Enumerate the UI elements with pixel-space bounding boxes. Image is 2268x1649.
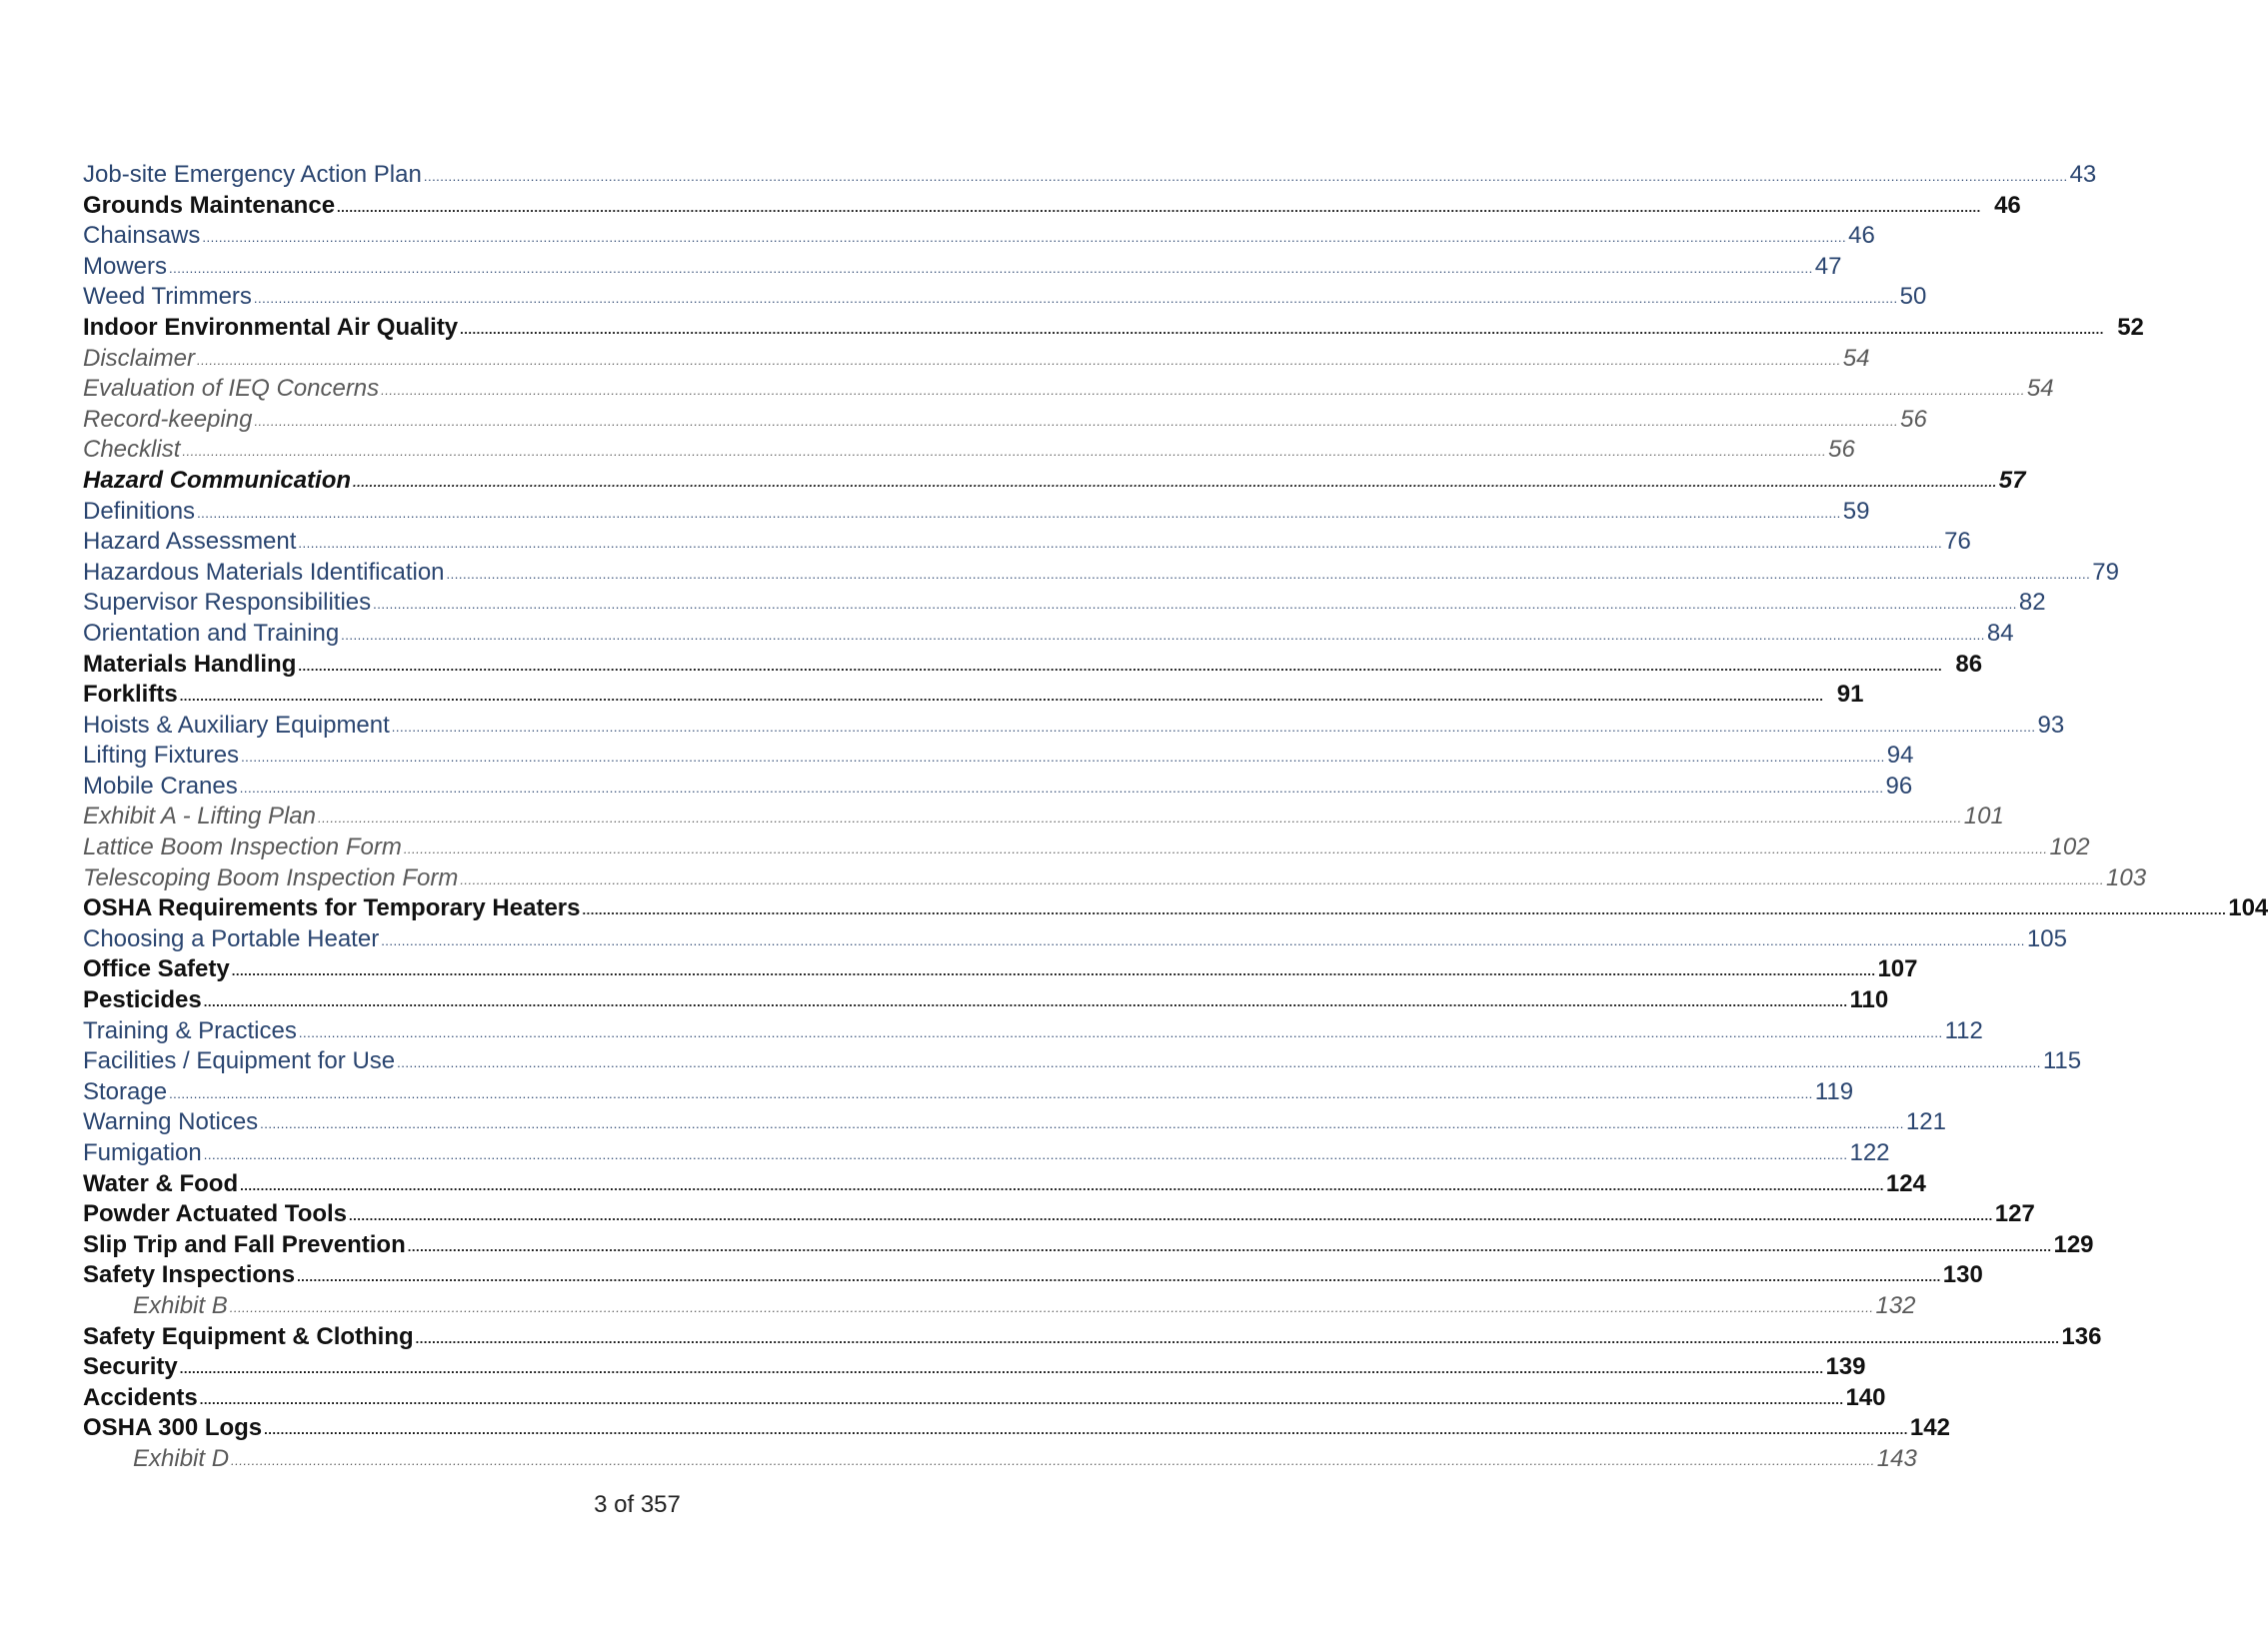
toc-entry[interactable] xyxy=(83,711,2065,743)
toc-entry-title: Materials Handling xyxy=(83,650,297,678)
toc-entry[interactable] xyxy=(83,1139,1890,1170)
toc-entry-title: Telescoping Boom Inspection Form xyxy=(83,863,459,891)
dot-leader: ................................................................................................................................................................................................................................................................................................................................................................................................................ xyxy=(239,780,1884,796)
dot-leader: ................................................................................................................................................................................................................................................................................................................................................................................................................ xyxy=(337,199,1981,215)
toc-entry-title: Security xyxy=(83,1353,178,1381)
toc-entry-page-number: 79 xyxy=(2092,558,2119,586)
toc-entry-title: Pesticides xyxy=(83,986,202,1014)
toc-entry-page-number: 43 xyxy=(2069,161,2097,188)
toc-entry[interactable] xyxy=(83,252,1842,284)
toc-entry[interactable] xyxy=(83,924,2067,956)
toc-entry[interactable] xyxy=(83,161,2097,192)
toc-entry-page-number: 47 xyxy=(1814,252,1842,280)
toc-entry-page-number: 124 xyxy=(1885,1169,1926,1197)
dot-leader: ................................................................................................................................................................................................................................................................................................................................................................................................................ xyxy=(197,352,1841,368)
toc-entry[interactable] xyxy=(83,986,1889,1017)
toc-entry[interactable] xyxy=(83,497,1870,529)
toc-entry-page-number: 122 xyxy=(1849,1139,1890,1166)
toc-entry-page-number: 54 xyxy=(1842,344,1870,372)
dot-leader: ................................................................................................................................................................................................................................................................................................................................................................................................................ xyxy=(182,444,1827,460)
toc-entry-page-number: 50 xyxy=(1899,283,1927,311)
dot-leader: ................................................................................................................................................................................................................................................................................................................................................................................................................ xyxy=(203,1147,1848,1162)
toc-entry-page-number: 76 xyxy=(1944,528,1971,556)
dot-leader: ................................................................................................................................................................................................................................................................................................................................................................................................................ xyxy=(179,689,1824,705)
dot-leader: ................................................................................................................................................................................................................................................................................................................................................................................................................ xyxy=(203,994,1848,1010)
dot-leader: ................................................................................................................................................................................................................................................................................................................................................................................................................ xyxy=(179,1361,1824,1377)
toc-entry-title: Hazardous Materials Identification xyxy=(83,558,445,586)
toc-entry-page-number: 57 xyxy=(1998,466,2026,494)
toc-entry[interactable] xyxy=(83,1291,1916,1323)
toc-entry-title: Exhibit D xyxy=(133,1444,230,1472)
dot-leader: ................................................................................................................................................................................................................................................................................................................................................................................................................ xyxy=(353,474,1997,490)
toc-entry-page-number: 46 xyxy=(1994,191,2021,219)
toc-entry-title: Office Safety xyxy=(83,955,230,983)
dot-leader: ................................................................................................................................................................................................................................................................................................................................................................................................................ xyxy=(297,1269,1941,1285)
toc-entry-title: Safety Inspections xyxy=(83,1261,296,1289)
toc-entry-title: Facilities / Equipment for Use xyxy=(83,1047,396,1075)
toc-entry-title: Lattice Boom Inspection Form xyxy=(83,833,402,861)
dot-leader: ................................................................................................................................................................................................................................................................................................................................................................................................................ xyxy=(202,230,1847,246)
dot-leader: ................................................................................................................................................................................................................................................................................................................................................................................................................ xyxy=(391,719,2036,735)
toc-entry[interactable] xyxy=(83,894,2268,925)
dot-leader: ................................................................................................................................................................................................................................................................................................................................................................................................................ xyxy=(197,505,1841,521)
toc-entry[interactable] xyxy=(83,589,2046,620)
toc-entry-page-number: 127 xyxy=(1994,1200,2035,1228)
toc-entry-title: Disclaimer xyxy=(83,344,196,372)
toc-entry-title: OSHA 300 Logs xyxy=(83,1414,263,1442)
toc-entry-page-number: 59 xyxy=(1842,497,1870,525)
toc-entry-page-number: 139 xyxy=(1825,1353,1866,1381)
toc-entry[interactable] xyxy=(83,650,1983,682)
toc-entry-title: Mobile Cranes xyxy=(83,772,238,800)
toc-entry[interactable] xyxy=(83,1322,2102,1354)
toc-entry-page-number: 121 xyxy=(1905,1108,1946,1136)
toc-entry-page-number: 115 xyxy=(2042,1047,2082,1075)
toc-entry-page-number: 93 xyxy=(2037,711,2065,739)
toc-entry-title: Chainsaws xyxy=(83,222,201,250)
toc-entry-page-number: 129 xyxy=(2053,1230,2094,1258)
dot-leader: ................................................................................................................................................................................................................................................................................................................................................................................................................ xyxy=(349,1208,1993,1224)
dot-leader: ................................................................................................................................................................................................................................................................................................................................................................................................................ xyxy=(169,260,1813,276)
toc-entry[interactable] xyxy=(83,1261,1983,1292)
toc-entry[interactable] xyxy=(83,222,1875,253)
toc-entry[interactable] xyxy=(83,1200,2035,1231)
dot-leader: ................................................................................................................................................................................................................................................................................................................................................................................................................ xyxy=(381,932,2025,948)
toc-entry-page-number: 84 xyxy=(1986,619,2014,647)
dot-leader: ................................................................................................................................................................................................................................................................................................................................................................................................................ xyxy=(397,1055,2041,1071)
toc-entry[interactable] xyxy=(83,863,2147,895)
dot-leader: ................................................................................................................................................................................................................................................................................................................................................................................................................ xyxy=(169,1085,1813,1101)
toc-entry-page-number: 52 xyxy=(2117,313,2144,341)
toc-entry[interactable] xyxy=(83,1414,1950,1445)
toc-entry-title: Record-keeping xyxy=(83,405,253,433)
toc-entry-page-number: 86 xyxy=(1955,650,1983,678)
toc-entry-page-number: 82 xyxy=(2018,589,2046,617)
toc-entry-page-number: 94 xyxy=(1886,742,1914,770)
dot-leader: ................................................................................................................................................................................................................................................................................................................................................................................................................ xyxy=(240,1177,1884,1193)
toc-entry-title: Hazard Assessment xyxy=(83,528,297,556)
toc-entry[interactable] xyxy=(83,803,2004,833)
toc-entry-title: Grounds Maintenance xyxy=(83,191,336,219)
toc-entry-title: Warning Notices xyxy=(83,1108,259,1136)
toc-entry-title: Checklist xyxy=(83,436,181,464)
toc-entry-page-number: 56 xyxy=(1828,436,1855,464)
toc-entry-page-number: 105 xyxy=(2026,924,2067,952)
toc-entry[interactable] xyxy=(83,681,1864,712)
toc-entry[interactable] xyxy=(83,528,1971,559)
dot-leader: ................................................................................................................................................................................................................................................................................................................................................................................................................ xyxy=(241,750,1885,766)
toc-entry[interactable] xyxy=(83,191,2021,223)
toc-entry[interactable] xyxy=(83,344,1870,376)
toc-entry[interactable] xyxy=(83,619,2014,651)
toc-entry[interactable] xyxy=(83,313,2144,345)
dot-leader: ................................................................................................................................................................................................................................................................................................................................................................................................................ xyxy=(373,597,2017,613)
page-number-footer: 3 of 357 xyxy=(594,1491,681,1518)
toc-entry-title: Hazard Communication xyxy=(83,466,352,494)
dot-leader: ................................................................................................................................................................................................................................................................................................................................................................................................................ xyxy=(407,1238,2052,1254)
toc-entry-title: Weed Trimmers xyxy=(83,283,252,311)
toc-entry[interactable] xyxy=(83,405,1927,437)
toc-entry-title: OSHA Requirements for Temporary Heaters xyxy=(83,894,581,922)
dot-leader: ................................................................................................................................................................................................................................................................................................................................................................................................................ xyxy=(298,658,1943,674)
toc-entry-page-number: 107 xyxy=(1877,955,1918,983)
toc-entry[interactable] xyxy=(83,466,2026,498)
toc-entry[interactable] xyxy=(83,1353,1866,1384)
toc-entry-title: Choosing a Portable Heater xyxy=(83,924,380,952)
toc-entry-title: Training & Practices xyxy=(83,1016,297,1044)
table-of-contents xyxy=(83,161,2268,1476)
dot-leader: ................................................................................................................................................................................................................................................................................................................................................................................................................ xyxy=(460,871,2105,887)
toc-entry[interactable] xyxy=(83,1108,1946,1139)
dot-leader: ................................................................................................................................................................................................................................................................................................................................................................................................................ xyxy=(460,321,2104,337)
toc-entry[interactable] xyxy=(83,1077,1854,1109)
toc-entry-page-number: 136 xyxy=(2061,1322,2102,1350)
dot-leader: ................................................................................................................................................................................................................................................................................................................................................................................................................ xyxy=(318,811,1962,826)
toc-entry[interactable] xyxy=(83,1169,1926,1201)
toc-entry[interactable] xyxy=(83,1444,1917,1476)
toc-entry[interactable] xyxy=(83,1383,1886,1415)
toc-entry[interactable] xyxy=(83,742,1914,773)
toc-entry-title: Exhibit B xyxy=(133,1291,228,1319)
toc-entry-title: Powder Actuated Tools xyxy=(83,1200,348,1228)
dot-leader: ................................................................................................................................................................................................................................................................................................................................................................................................................ xyxy=(341,627,1985,643)
toc-entry-title: Evaluation of IEQ Concerns xyxy=(83,375,380,403)
dot-leader: ................................................................................................................................................................................................................................................................................................................................................................................................................ xyxy=(415,1330,2060,1346)
toc-entry-page-number: 140 xyxy=(1845,1383,1886,1411)
dot-leader: ................................................................................................................................................................................................................................................................................................................................................................................................................ xyxy=(298,1024,1943,1040)
toc-entry[interactable] xyxy=(83,955,1918,986)
toc-entry-title: Job-site Emergency Action Plan xyxy=(83,161,422,188)
toc-entry-page-number: 56 xyxy=(1900,405,1927,433)
toc-entry-title: Storage xyxy=(83,1077,168,1105)
toc-entry[interactable] xyxy=(83,436,1855,467)
toc-entry[interactable] xyxy=(83,558,2119,590)
dot-leader: ................................................................................................................................................................................................................................................................................................................................................................................................................ xyxy=(423,169,2068,184)
toc-entry-page-number: 132 xyxy=(1875,1291,1916,1319)
toc-entry-title: Forklifts xyxy=(83,681,178,709)
dot-leader: ................................................................................................................................................................................................................................................................................................................................................................................................................ xyxy=(260,1116,1904,1132)
dot-leader: ................................................................................................................................................................................................................................................................................................................................................................................................................ xyxy=(253,291,1898,307)
toc-entry-title: Water & Food xyxy=(83,1169,239,1197)
toc-entry[interactable] xyxy=(83,1016,1983,1048)
toc-entry-page-number: 104 xyxy=(2228,894,2268,922)
toc-entry[interactable] xyxy=(83,375,2054,406)
toc-entry-title: Indoor Environmental Air Quality xyxy=(83,313,459,341)
toc-entry-page-number: 46 xyxy=(1848,222,1875,250)
toc-entry-page-number: 91 xyxy=(1836,681,1864,709)
toc-entry[interactable] xyxy=(83,1230,2094,1262)
toc-entry-page-number: 96 xyxy=(1885,772,1913,800)
toc-entry-page-number: 101 xyxy=(1963,803,2004,830)
dot-leader: ................................................................................................................................................................................................................................................................................................................................................................................................................ xyxy=(231,963,1876,979)
toc-entry-title: Orientation and Training xyxy=(83,619,340,647)
dot-leader: ................................................................................................................................................................................................................................................................................................................................................................................................................ xyxy=(199,1391,1844,1407)
toc-entry-title: Safety Equipment & Clothing xyxy=(83,1322,414,1350)
dot-leader: ................................................................................................................................................................................................................................................................................................................................................................................................................ xyxy=(403,841,2048,857)
dot-leader: ................................................................................................................................................................................................................................................................................................................................................................................................................ xyxy=(446,566,2091,582)
toc-entry-page-number: 143 xyxy=(1876,1444,1917,1472)
toc-entry-title: Accidents xyxy=(83,1383,198,1411)
toc-entry-page-number: 112 xyxy=(1944,1016,1983,1044)
dot-leader: ................................................................................................................................................................................................................................................................................................................................................................................................................ xyxy=(298,536,1943,552)
toc-entry-title: Fumigation xyxy=(83,1139,202,1166)
dot-leader: ................................................................................................................................................................................................................................................................................................................................................................................................................ xyxy=(229,1299,1874,1315)
dot-leader: ................................................................................................................................................................................................................................................................................................................................................................................................................ xyxy=(264,1422,1908,1438)
toc-entry-title: Lifting Fixtures xyxy=(83,742,240,770)
toc-entry-page-number: 130 xyxy=(1942,1261,1983,1289)
toc-entry-page-number: 103 xyxy=(2106,863,2147,891)
toc-entry-page-number: 110 xyxy=(1849,986,1889,1014)
dot-leader: ................................................................................................................................................................................................................................................................................................................................................................................................................ xyxy=(254,413,1899,429)
dot-leader: ................................................................................................................................................................................................................................................................................................................................................................................................................ xyxy=(582,902,2227,918)
toc-entry-title: Hoists & Auxiliary Equipment xyxy=(83,711,390,739)
toc-entry-title: Mowers xyxy=(83,252,168,280)
toc-entry[interactable] xyxy=(83,772,1913,804)
toc-entry-page-number: 54 xyxy=(2026,375,2054,403)
toc-entry[interactable] xyxy=(83,283,1927,314)
toc-entry-title: Slip Trip and Fall Prevention xyxy=(83,1230,406,1258)
toc-entry-page-number: 142 xyxy=(1909,1414,1950,1442)
toc-entry-page-number: 102 xyxy=(2049,833,2090,861)
toc-entry-title: Supervisor Responsibilities xyxy=(83,589,372,617)
toc-entry[interactable] xyxy=(83,833,2090,864)
toc-entry-title: Definitions xyxy=(83,497,196,525)
toc-entry[interactable] xyxy=(83,1047,2082,1078)
toc-entry-title: Exhibit A - Lifting Plan xyxy=(83,803,317,830)
dot-leader: ................................................................................................................................................................................................................................................................................................................................................................................................................ xyxy=(231,1452,1875,1468)
dot-leader: ................................................................................................................................................................................................................................................................................................................................................................................................................ xyxy=(381,383,2025,399)
toc-entry-page-number: 119 xyxy=(1814,1077,1854,1105)
